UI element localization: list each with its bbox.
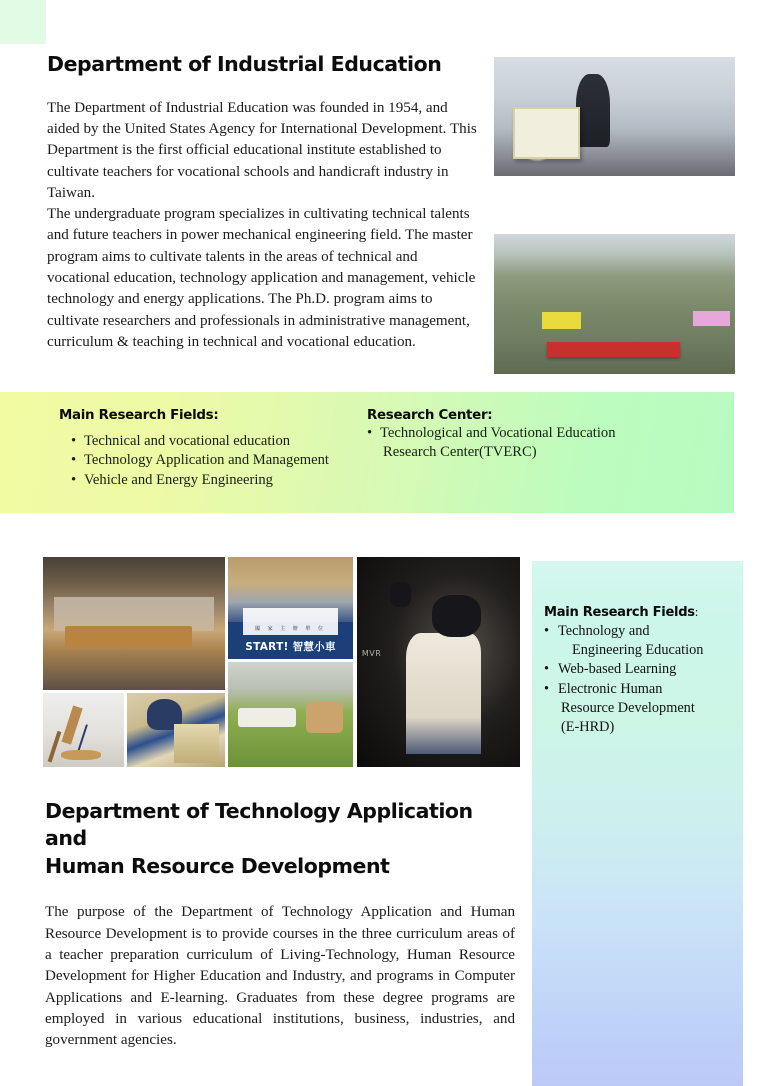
photo-award-ceremony bbox=[494, 57, 735, 176]
list-item-label: Electronic Human bbox=[558, 680, 663, 697]
smart-car-overlay-title: START! 智慧小車 bbox=[245, 640, 336, 653]
photo-students-robot-cars bbox=[43, 557, 225, 690]
list-item bbox=[71, 432, 359, 451]
bullet-icon: • bbox=[71, 471, 77, 488]
photo-robotic-arm bbox=[43, 693, 124, 767]
list-item bbox=[71, 451, 359, 470]
bullet-icon: • bbox=[544, 661, 550, 678]
list-item-label: Vehicle and Energy Engineering bbox=[84, 471, 273, 488]
page-title-industrial-education: Department of Industrial Education bbox=[47, 52, 442, 76]
vr-overlay-label: MVR bbox=[361, 649, 382, 659]
bullet-icon: • bbox=[367, 425, 373, 441]
bullet-icon: • bbox=[71, 452, 77, 469]
photo-group-class bbox=[494, 234, 735, 374]
list-item bbox=[544, 660, 734, 679]
smart-car-overlay-subtitle: 國 家 主 辦 單 位 bbox=[255, 626, 326, 633]
list-item bbox=[71, 471, 359, 490]
photo-smart-car-competition bbox=[228, 557, 353, 659]
industrial-education-paragraph-2: The undergraduate program specializes in cultivating technical talents and future teachers in power mechanical engineering field. The master program aims to cultivate talents in the areas of technical and vocational education, technology application and management, vehicle technology and energy applications. The Ph.D. program aims to cultivate researchers and professionals in administrative management, curriculum & teaching in technical and vocational education. bbox=[47, 206, 476, 350]
page-title-technology-application bbox=[45, 798, 515, 880]
sidebar-heading-colon: : bbox=[694, 604, 699, 619]
list-item-label-continued: Engineering Education bbox=[572, 642, 704, 659]
department-technology-application-block bbox=[45, 798, 515, 1051]
technology-application-paragraph: The purpose of the Department of Technology Application and Human Resource Development is to provide courses in the three curriculum areas of a teacher preparation curriculum of Living-Technology, Human Resource Development for Higher Education and Industry, and programs in Computer Applications and E-learning. Graduates from these degree programs are employed in various educational institutions, business, industries, and government agencies. bbox=[45, 904, 515, 1049]
research-fields-sidebar bbox=[532, 561, 743, 1086]
research-center-heading: Research Center: bbox=[367, 408, 493, 423]
list-item-label: Web-based Learning bbox=[558, 661, 677, 678]
list-item-label: Technology Application and Management bbox=[84, 452, 329, 469]
sidebar-content bbox=[544, 604, 734, 737]
list-item-label-continued: Resource Development bbox=[561, 699, 695, 716]
list-item-label: Technical and vocational education bbox=[84, 433, 291, 449]
list-item bbox=[544, 680, 734, 738]
photo-wooden-toy-car bbox=[228, 662, 353, 767]
photo-child-building bbox=[127, 693, 225, 767]
bullet-icon: • bbox=[544, 623, 550, 639]
list-item-label: Technology and bbox=[558, 623, 650, 639]
sidebar-research-fields-list bbox=[544, 622, 734, 737]
banner-main-research-fields-column bbox=[59, 408, 359, 490]
page-title-line-1: Department of Technology Application and bbox=[45, 799, 473, 851]
sidebar-main-research-fields-heading bbox=[544, 604, 734, 620]
page-title-line-2: Human Resource Development bbox=[45, 853, 390, 878]
sidebar-heading-label: Main Research Fields bbox=[544, 605, 695, 620]
main-research-fields-heading: Main Research Fields: bbox=[59, 408, 219, 423]
department-industrial-education-block bbox=[47, 52, 479, 353]
bullet-icon: • bbox=[71, 433, 77, 449]
list-item-label-continued: Research Center(TVERC) bbox=[383, 444, 537, 461]
research-center-list bbox=[367, 424, 697, 463]
list-item bbox=[544, 622, 734, 660]
bullet-icon: • bbox=[544, 680, 550, 697]
list-item-label: Technological and Vocational Education bbox=[380, 425, 616, 441]
list-item bbox=[367, 424, 697, 463]
photo-vr-headset-user bbox=[357, 557, 520, 767]
banner-research-center-column bbox=[367, 408, 697, 463]
main-research-fields-list bbox=[59, 432, 359, 490]
research-fields-banner bbox=[0, 392, 734, 513]
list-item-label-continued-2: (E-HRD) bbox=[561, 719, 615, 736]
corner-decoration-square bbox=[0, 0, 46, 44]
industrial-education-paragraph-1: The Department of Industrial Education was founded in 1954, and aided by the United States Agency for International Development. This Department is the first official educational institute established to cultivate teachers for vocational schools and handicraft industry in Taiwan. bbox=[47, 99, 477, 201]
